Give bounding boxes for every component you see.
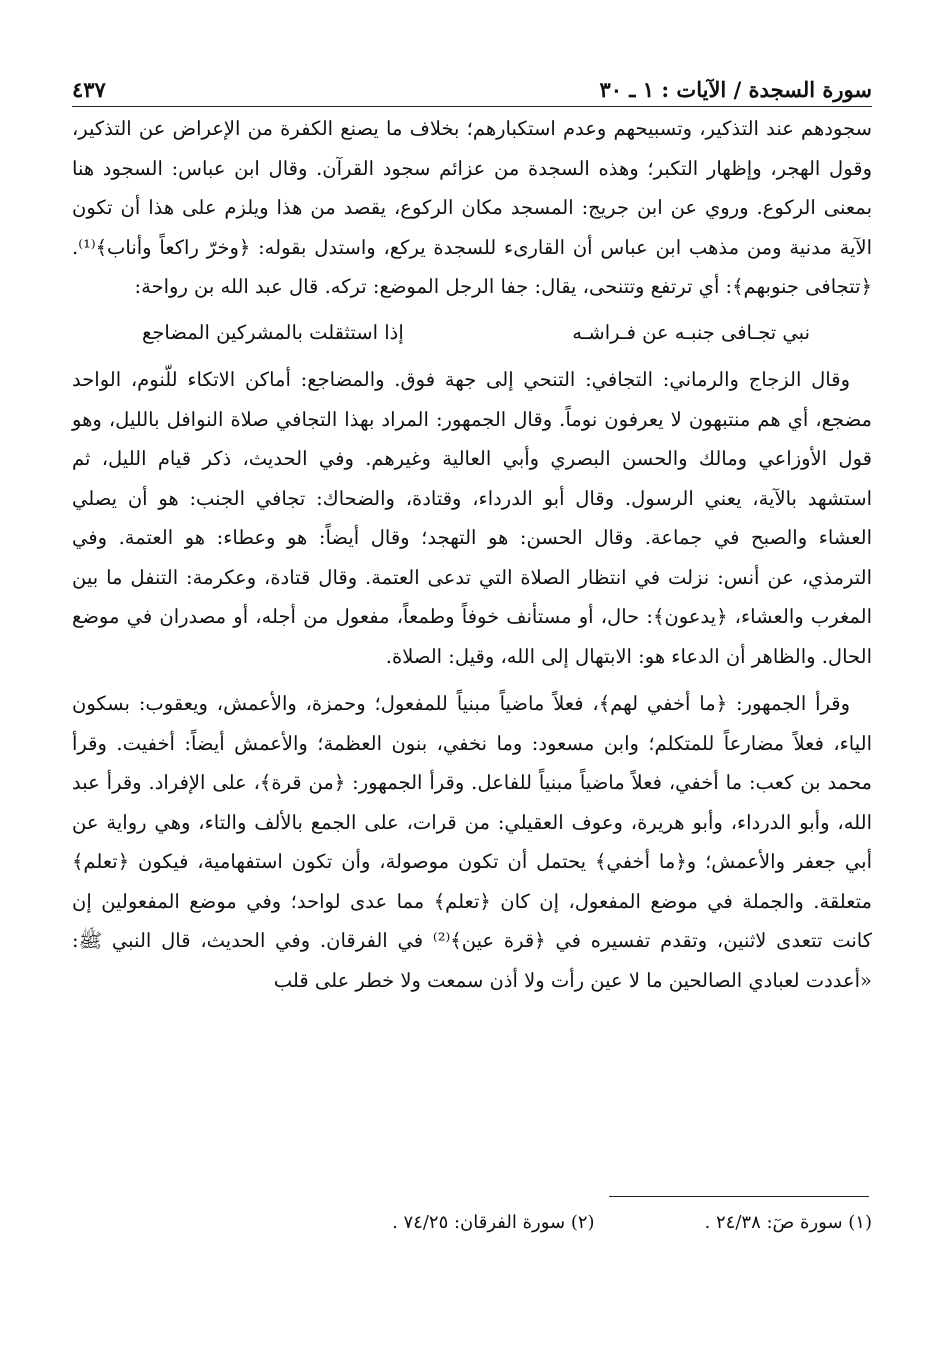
footnote-separator: [609, 1196, 869, 1197]
paragraph-2: وقال الزجاج والرماني: التجافي: التنحي إلى جهة فوق. والمضاجع: أماكن الاتكاء للّنوم، الواحد مضجع، أي هم منتبهون لا يعرفون نوماً. وقال الجمهور: المراد بهذا التجافي صلاة النوافل بالليل، وهو قول الأوزاعي ومالك والحسن البصري وأبي العالية وغيرهم. وفي الحديث، ذكر قيام الليل، ثم استشهد بالآية، يعني الرسول. وقال أبو الدرداء، وقتادة، والضحاك: تجافي الجنب: هو أن يصلي العشاء والصبح في جماعة. وقال الحسن: هو التهجد؛ وقال أيضاً: هو وعطاء: هو العتمة. وفي الترمذي، عن أنس: نزلت في انتظار الصلاة التي تدعى العتمة. وقال قتادة، وعكرمة: التنفل ما بين المغرب والعشاء، ﴿يدعون﴾: حال، أو مستأنف خوفاً وطمعاً، مفعول من أجله، أو مصدران في موضع الحال. والظاهر أن الدعاء هو: الابتهال إلى الله، وقيل: الصلاة.: [72, 368, 872, 668]
paragraph-1: سجودهم عند التذكير، وتسبيحهم وعدم استكبارهم؛ بخلاف ما يصنع الكفرة من الإعراض عن التذكير، وقول الهجر، وإظهار التكبر؛ وهذه السجدة من عزائم سجود القرآن. وقال ابن عباس: السجود هنا بمعنى الركوع. وروي عن ابن جريج: المسجد مكان الركوع، يقصد من هذا ويلزم على هذا أن تكون الآية مدنية ومن مذهب ابن عباس أن القارىء للسجدة يركع، واستدل بقوله: ﴿وخرّ راكعاً وأناب﴾⁽¹⁾. ﴿تتجافى جنوبهم﴾: أي ترتفع وتتنحى، يقال: جفا الرجل الموضع: تركه. قال عبد الله بن رواحة:: [72, 117, 872, 298]
verse-second-hemistich: إذا استثقلت بالمشركين المضاجع: [142, 320, 404, 344]
verse-first-hemistich: نبي تجـافى جنبـه عن فـراشـه: [572, 320, 810, 344]
footnotes: [72, 1212, 872, 1233]
page: [72, 62, 872, 1000]
poetry-verse: [72, 313, 872, 353]
footnote-1: (١) سورة صٓ: ٢٤/٣٨ .: [704, 1212, 872, 1233]
paragraph-3: وقرأ الجمهور: ﴿ما أخفي لهم﴾، فعلاً ماضياً مبنياً للمفعول؛ وحمزة، والأعمش، ويعقوب: بسكون الياء، فعلاً مضارعاً للمتكلم؛ وابن مسعود: وما نخفي، بنون العظمة؛ والأعمش أيضاً: أخفيت. وقرأ محمد بن كعب: ما أخفي، فعلاً ماضياً مبنياً للفاعل. وقرأ الجمهور: ﴿من قرة﴾، على الإفراد. وقرأ عبد الله، وأبو الدرداء، وأبو هريرة، وعوف العقيلي: من قرات، على الجمع بالألف والتاء، وهي رواية عن أبي جعفر والأعمش؛ و﴿ما أخفي﴾ يحتمل أن تكون موصولة، وأن تكون استفهامية، فيكون ﴿تعلم﴾ متعلقة. والجملة في موضع المفعول، إن كان ﴿تعلم﴾ مما عدى لواحد؛ وفي موضع المفعولين إن كانت تتعدى لاثنين، وتقدم تفسيره في ﴿قرة عين﴾⁽²⁾ في الفرقان. وفي الحديث، قال النبي ﷺ: «أعددت لعبادي الصالحين ما لا عين رأت ولا أذن سمعت ولا خطر على قلب: [72, 692, 872, 992]
footnote-2: (٢) سورة الفرقان: ٧٤/٢٥ .: [392, 1212, 595, 1233]
chapter-title: سورة السجدة / الآيات : ١ ـ ٣٠: [599, 77, 872, 102]
main-text: [72, 109, 872, 1000]
running-header: [72, 62, 872, 107]
page-number: ٤٣٧: [72, 77, 106, 102]
